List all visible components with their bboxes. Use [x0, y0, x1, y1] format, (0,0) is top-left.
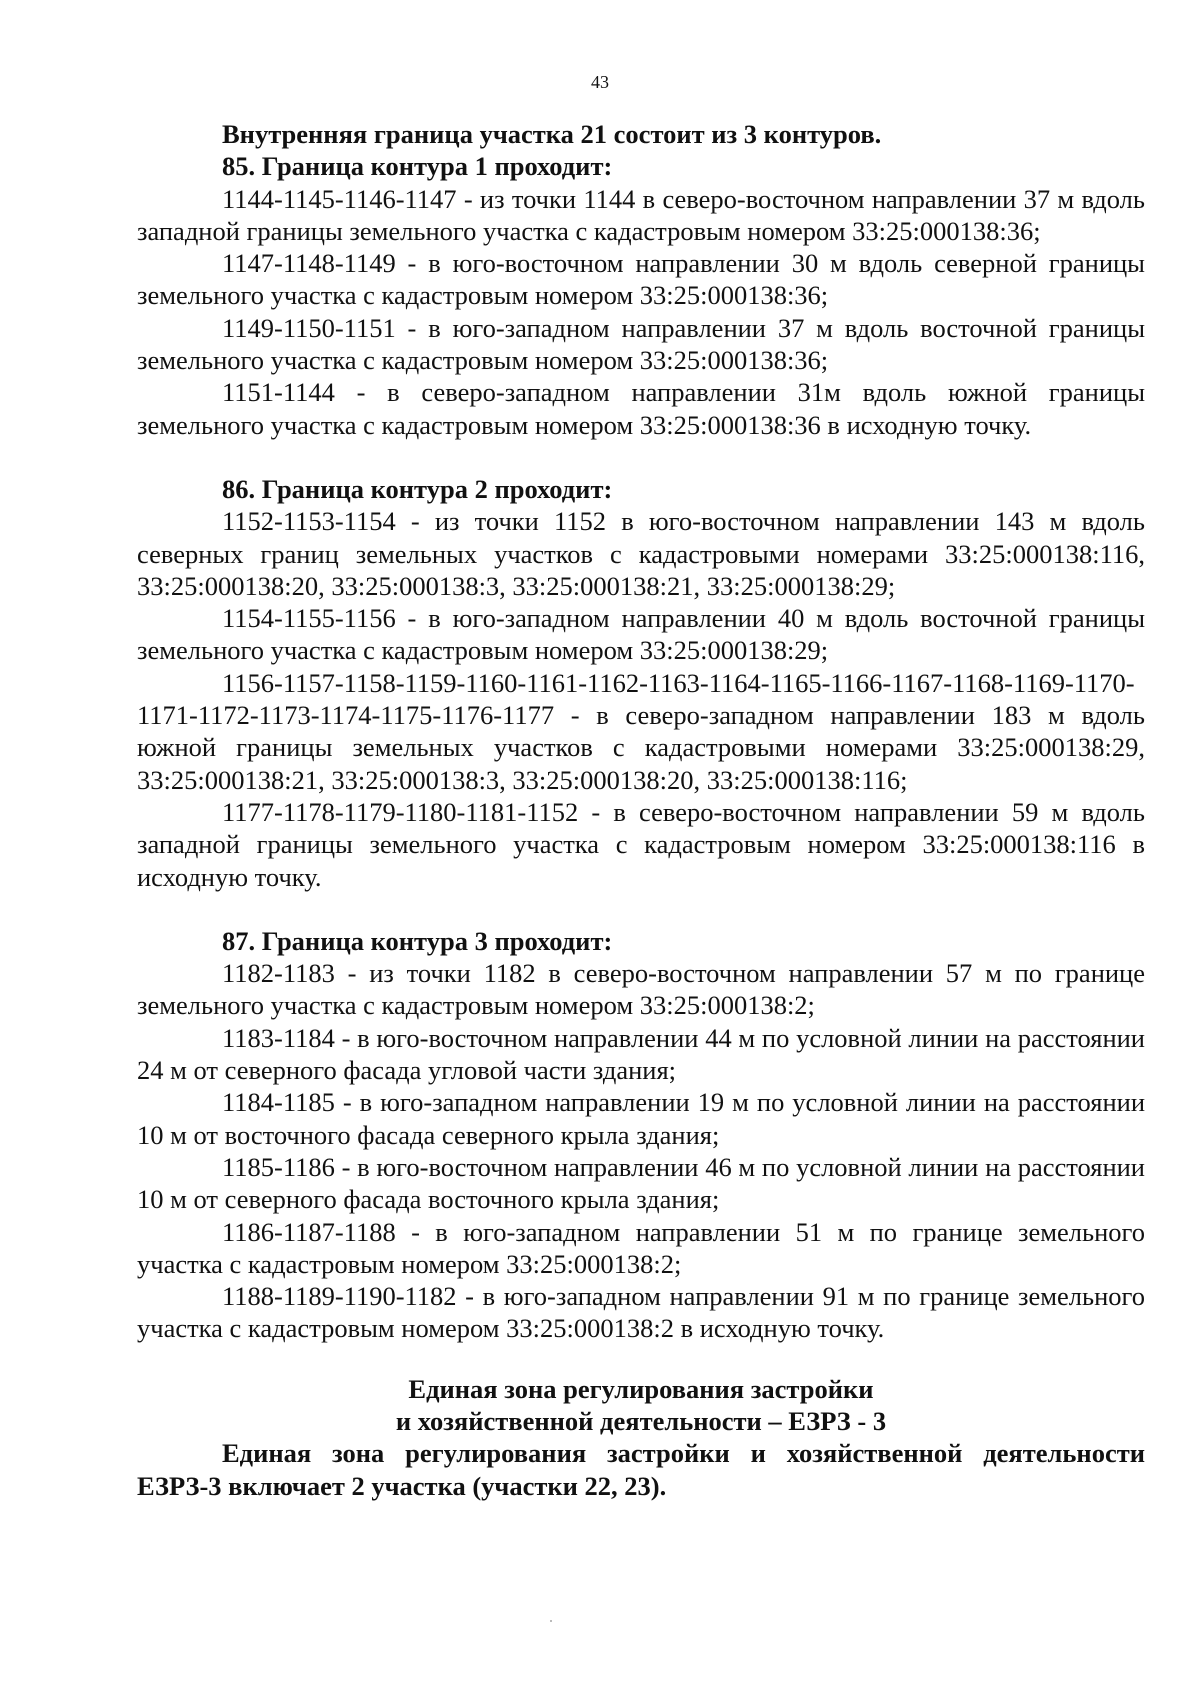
boundary-paragraph: 1151-1144 - в северо-западном направлении 31м вдоль южной границы земельного участка с кадастровым номером 33:25:000138:36 в исходную точку.	[137, 377, 1145, 440]
spacer	[137, 441, 1145, 473]
page-number: 43	[591, 72, 609, 92]
boundary-paragraph: 1152-1153-1154 - из точки 1152 в юго-восточном направлении 143 м вдоль северных границ земельных участков с кадастровыми номерами 33:25:000138:116, 33:25:000138:20, 33:25:000138:3, 33:25:000138:21, 33:25:000138:29;	[137, 506, 1145, 601]
contour-heading: 85. Граница контура 1 проходит:	[222, 151, 613, 182]
boundary-paragraph: 1147-1148-1149 - в юго-восточном направлении 30 м вдоль северной границы земельного участка с кадастровым номером 33:25:000138:36;	[137, 248, 1145, 311]
zone-description: Единая зона регулирования застройки и хозяйственной деятельности ЕЗРЗ-3 включает 2 участка (участки 22, 23).	[137, 1438, 1145, 1501]
boundary-paragraph: 1188-1189-1190-1182 - в юго-западном направлении 91 м по границе земельного участка с кадастровым номером 33:25:000138:2 в исходную точку.	[137, 1281, 1145, 1344]
boundary-paragraph: 1185-1186 - в юго-восточном направлении 46 м по условной линии на расстоянии 10 м от северного фасада восточного крыла здания;	[137, 1151, 1145, 1215]
boundary-paragraph: 1184-1185 - в юго-западном направлении 19 м по условной линии на расстоянии 10 м от восточного фасада северного крыла здания;	[137, 1087, 1145, 1150]
section-heading: Внутренняя граница участка 21 состоит из 3 контуров.	[222, 119, 882, 149]
boundary-paragraph: 1182-1183 - из точки 1182 в северо-восточном направлении 57 м по границе земельного участка с кадастровым номером 33:25:000138:2;	[137, 958, 1145, 1021]
contour-heading: 86. Граница контура 2 проходит:	[222, 473, 613, 504]
document-body	[137, 118, 1145, 1502]
contour-heading: 87. Граница контура 3 проходит:	[222, 925, 613, 956]
boundary-paragraph: 1177-1178-1179-1180-1181-1152 - в северо-восточном направлении 59 м вдоль западной границы земельного участка с кадастровым номером 33:25:000138:116 в исходную точку.	[137, 796, 1145, 892]
scan-speck	[550, 1620, 552, 1622]
spacer	[137, 1345, 1145, 1373]
spacer	[137, 893, 1145, 925]
boundary-paragraph: 1183-1184 - в юго-восточном направлении 44 м по условной линии на расстоянии 24 м от северного фасада угловой части здания;	[137, 1022, 1145, 1086]
boundary-paragraph: 1186-1187-1188 - в юго-западном направлении 51 м по границе земельного участка с кадастровым номером 33:25:000138:2;	[137, 1216, 1145, 1279]
boundary-paragraph: 1144-1145-1146-1147 - из точки 1144 в северо-восточном направлении 37 м вдоль западной границы земельного участка с кадастровым номером 33:25:000138:36;	[137, 183, 1145, 246]
boundary-paragraph: 1149-1150-1151 - в юго-западном направлении 37 м вдоль восточной границы земельного участка с кадастровым номером 33:25:000138:36;	[137, 312, 1145, 376]
zone-title: Единая зона регулирования застройки	[408, 1373, 874, 1404]
zone-subtitle: и хозяйственной деятельности – ЕЗРЗ - 3	[395, 1405, 887, 1436]
boundary-paragraph: 1154-1155-1156 - в юго-западном направлении 40 м вдоль восточной границы земельного участка с кадастровым номером 33:25:000138:29;	[137, 603, 1145, 666]
boundary-paragraph: 1156-1157-1158-1159-1160-1161-1162-1163-1164-1165-1166-1167-1168-1169-1170-1171-1172-1173-1174-1175-1176-1177 - в северо-западном направлении 183 м вдоль южной границы земельных участков с кадастровыми номерами 33:25:000138:29, 33:25:000138:21, 33:25:000138:3, 33:25:000138:20, 33:25:000138:116;	[137, 667, 1145, 795]
